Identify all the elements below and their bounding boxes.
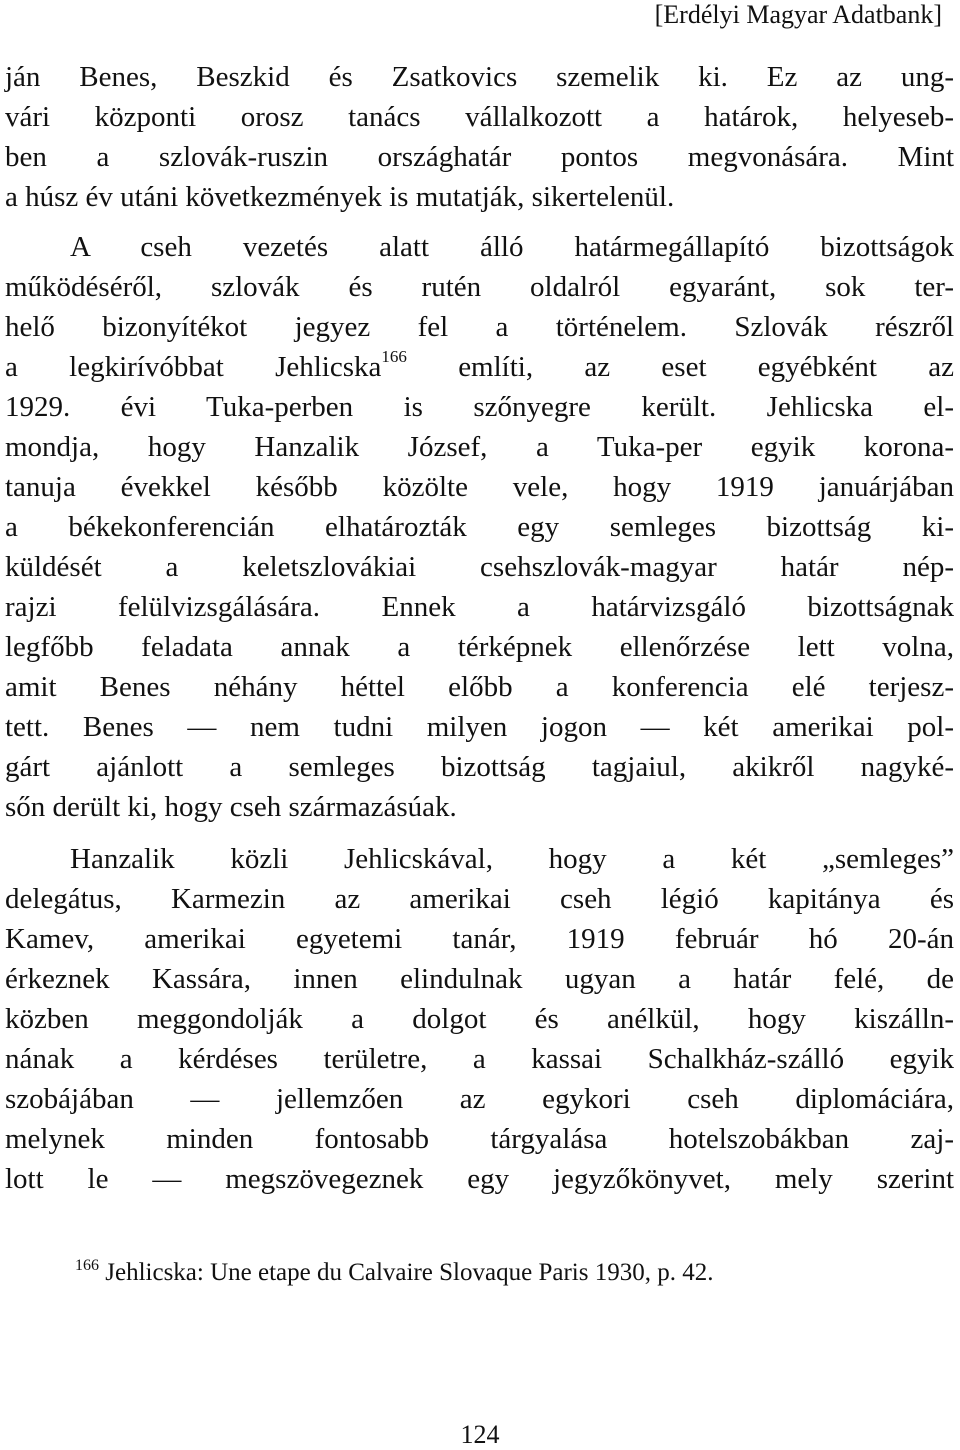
footnote-text: Jehlicska: Une etape du Calvaire Slovaque Paris 1930, p. 42. — [105, 1259, 714, 1286]
text-line: gárt ajánlott a semleges bizottság tagjaiul, akikről nagyké- — [5, 751, 954, 783]
text-line: 1929. évi Tuka-perben is szőnyegre került. Jehlicska el- — [5, 391, 954, 423]
paragraph-1 — [5, 57, 954, 217]
text-line: lott le — megszövegeznek egy jegyzőkönyvet, mely szerint — [5, 1163, 954, 1195]
source-header-text: [Erdélyi Magyar Adatbank] — [654, 0, 942, 29]
text-line: a húsz év utáni következmények is mutatják, sikertelenül. — [5, 181, 675, 213]
text-line: melynek minden fontosabb tárgyalása hotelszobákban zaj- — [5, 1123, 954, 1155]
paragraph-3 — [5, 839, 954, 1199]
footnote-reference[interactable]: 166 — [381, 347, 407, 366]
footnote-number: 166 — [75, 1257, 99, 1274]
text-line: delegátus, Karmezin az amerikai cseh légió kapitánya és — [5, 883, 954, 915]
text-line: mondja, hogy Hanzalik József, a Tuka-per egyik korona- — [5, 431, 954, 463]
text-line: sőn derült ki, hogy cseh származásúak. — [5, 791, 457, 823]
text-line: Kamev, amerikai egyetemi tanár, 1919 február hó 20-án — [5, 923, 954, 955]
text-line: a békekonferencián elhatározták egy semleges bizottság ki- — [5, 511, 954, 543]
text-line: érkeznek Kassára, innen elindulnak ugyan a határ felé, de — [5, 963, 954, 995]
text-line: Hanzalik közli Jehlicskával, hogy a két „semleges” — [70, 843, 954, 875]
text-line: szobájában — jellemzően az egykori cseh diplomáciára, — [5, 1083, 954, 1115]
footnote — [75, 1258, 935, 1288]
page-body — [5, 57, 954, 1199]
text-line: tanuja évekkel később közölte vele, hogy 1919 januárjában — [5, 471, 954, 503]
paragraph-2 — [5, 227, 954, 827]
text-line: ben a szlovák-ruszin országhatár pontos megvonására. Mint — [5, 141, 954, 173]
text-line: A cseh vezetés alatt álló határmegállapító bizottságok — [70, 231, 954, 263]
text-line: rajzi felülvizsgálására. Ennek a határvizsgáló bizottságnak — [5, 591, 954, 623]
text-line: helő bizonyítékot jegyez fel a történelem. Szlovák részről — [5, 311, 954, 343]
text-line-with-footnote-ref — [5, 347, 954, 387]
text-line: vári központi orosz tanács vállalkozott a határok, helyeseb- — [5, 101, 954, 133]
text-line: közben meggondolják a dolgot és anélkül, hogy kiszálln- — [5, 1003, 954, 1035]
text-line: tett. Benes — nem tudni milyen jogon — két amerikai pol- — [5, 711, 954, 743]
text-line: nának a kérdéses területre, a kassai Schalkház-szálló egyik — [5, 1043, 954, 1075]
text-segment: a legkirívóbbat Jehlicska — [5, 351, 382, 383]
text-line: működéséről, szlovák és rutén oldalról egyaránt, sok ter- — [5, 271, 954, 303]
text-line: amit Benes néhány héttel előbb a konferencia elé terjesz- — [5, 671, 954, 703]
text-segment: említi, az eset egyébként az — [458, 351, 954, 383]
text-line: legfőbb feladata annak a térképnek ellenőrzése lett volna, — [5, 631, 954, 663]
page-number: 124 — [460, 1420, 500, 1449]
text-line: küldését a keletszlovákiai csehszlovák-magyar határ nép- — [5, 551, 954, 583]
text-line: ján Benes, Beszkid és Zsatkovics szemelik ki. Ez az ung- — [5, 61, 954, 93]
